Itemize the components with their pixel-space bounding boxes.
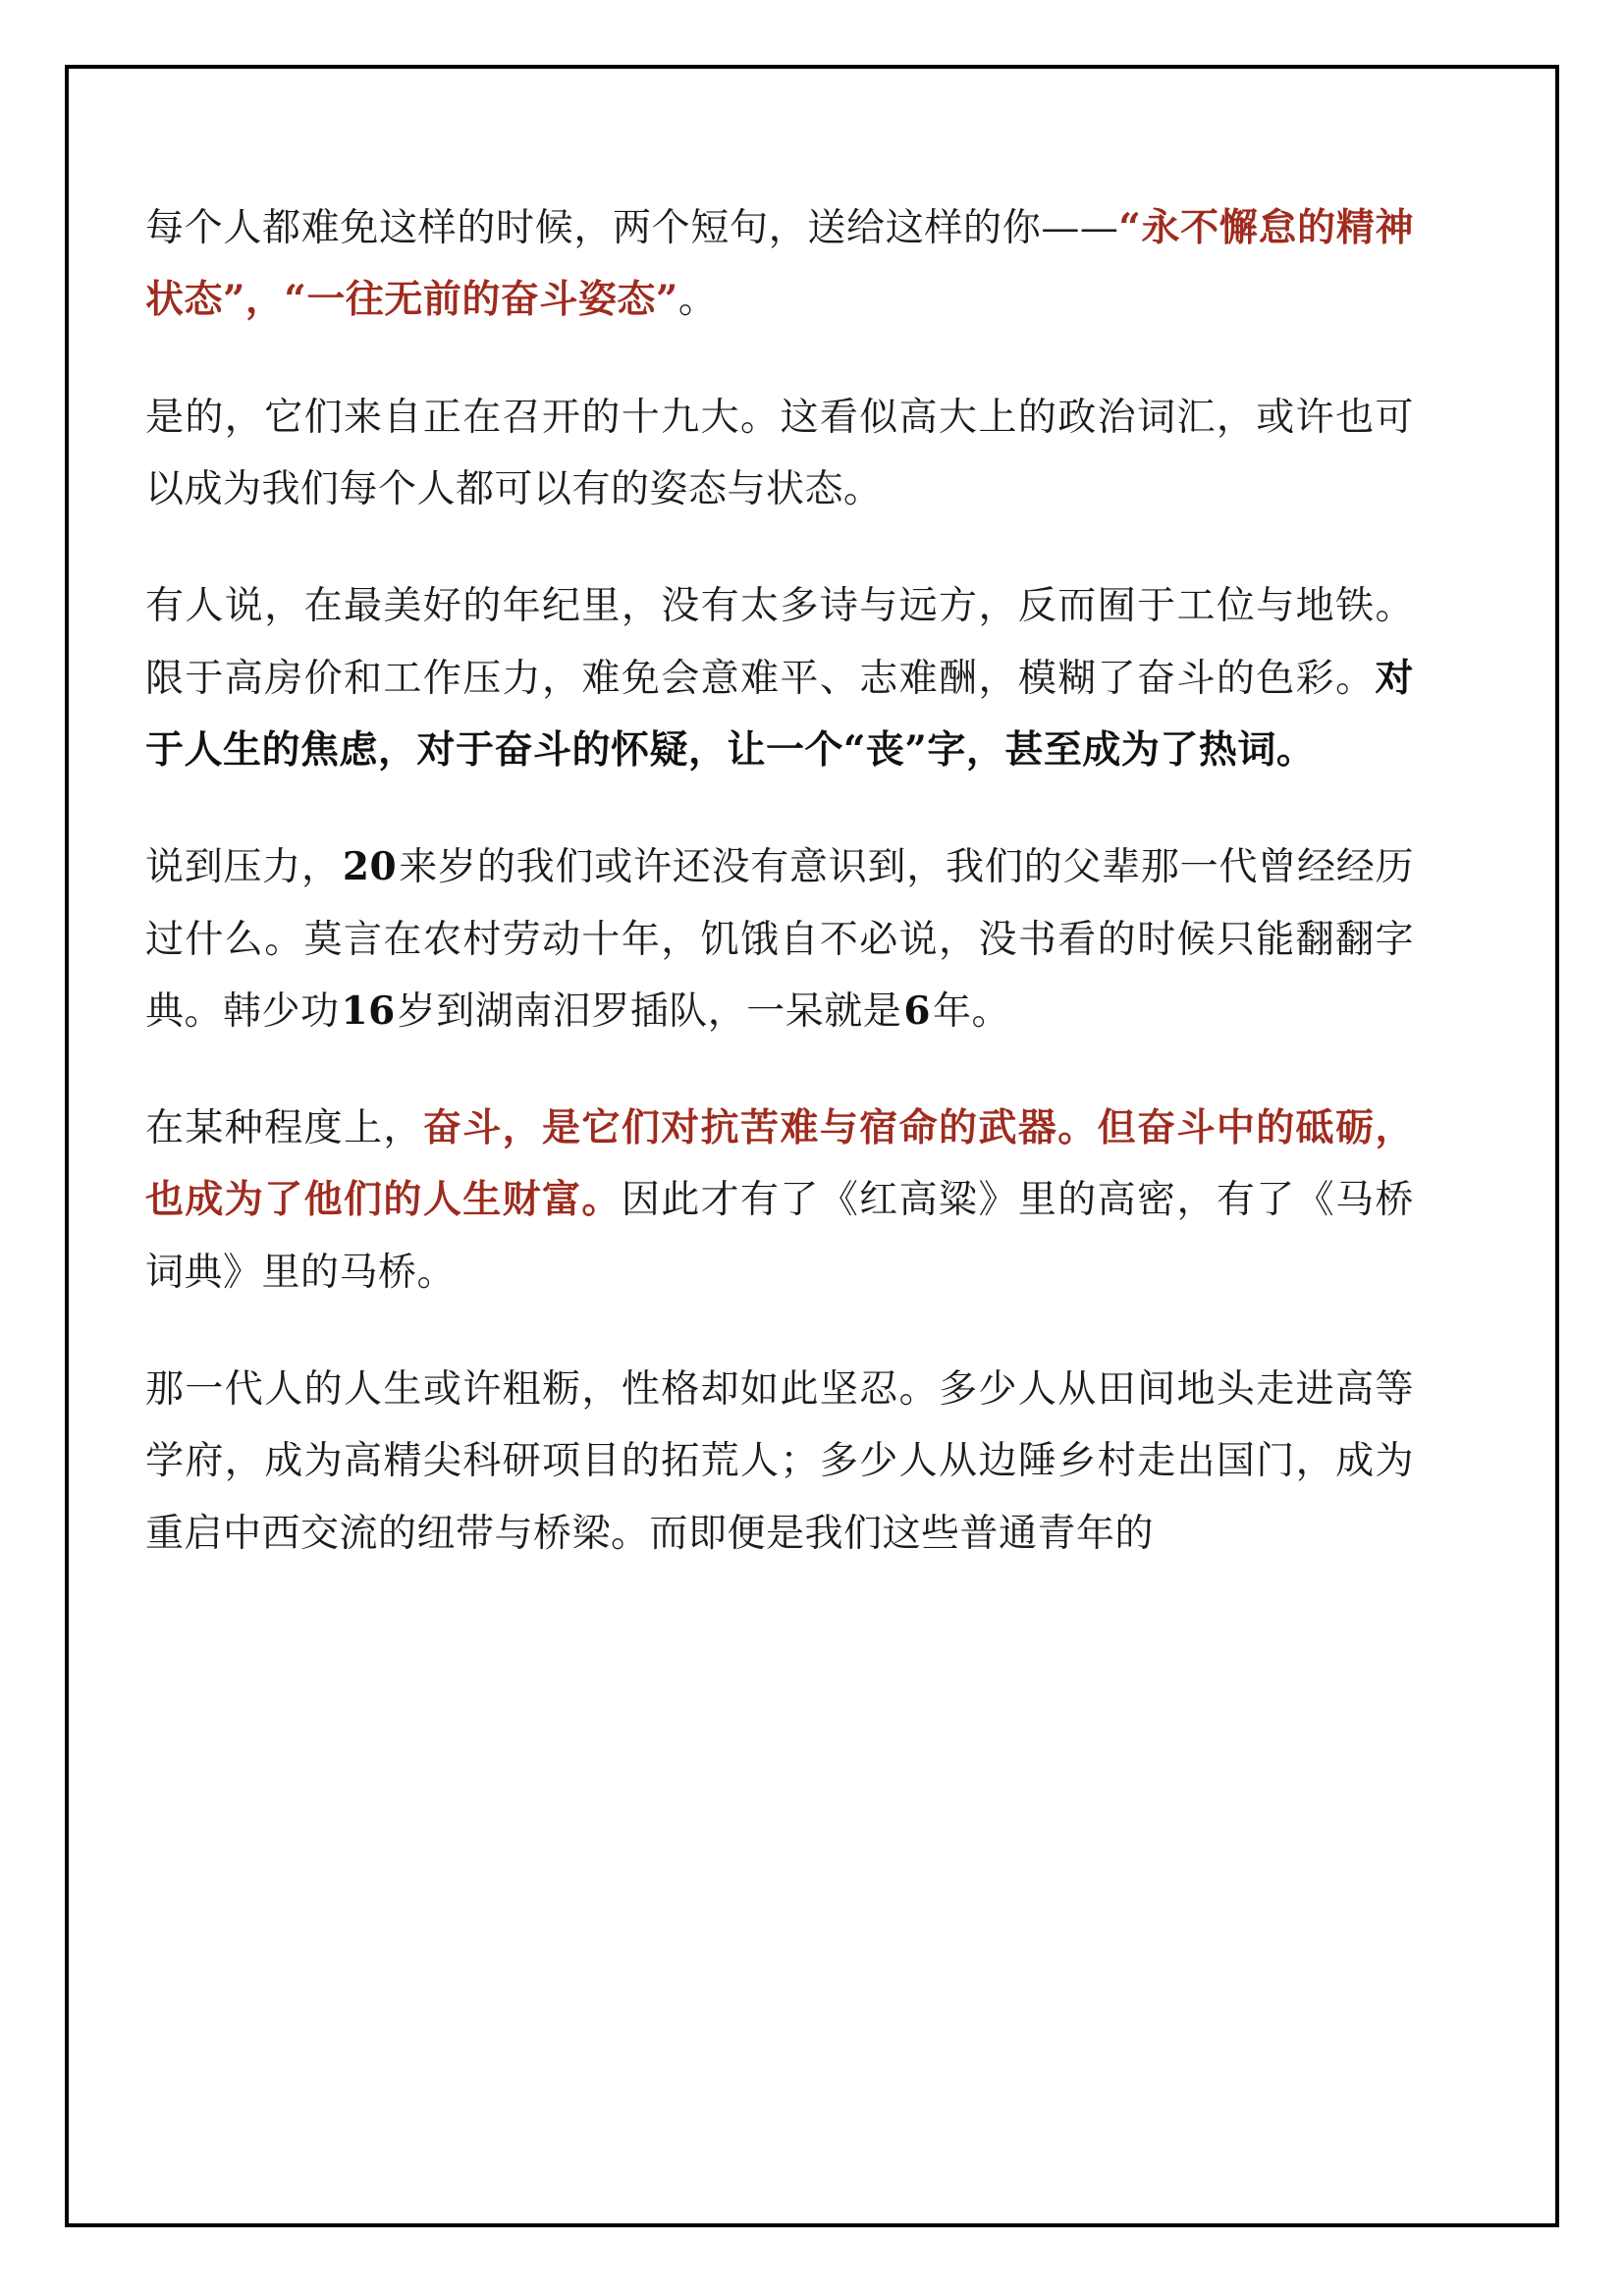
text-run-num-bold: 20	[342, 844, 398, 890]
paragraph-p1	[145, 192, 1414, 337]
text-run-plain: 说到压力，	[145, 845, 341, 890]
text-run-plain: 来岁的我们或许还没有意识到，我们的父辈那一代曾经经历过什么。莫言在农村劳动十年，饥饿自不必说，没书看的时候只能翻翻字典。韩少功	[145, 845, 1414, 1034]
text-run-plain: 年。	[932, 988, 1010, 1034]
text-run-plain: 那一代人的人生或许粗粝，性格却如此坚忍。多少人从田间地头走进高等学府，成为高精尖科研项目的拓荒人；多少人从边陲乡村走出国门，成为重启中西交流的纽带与桥梁。而即便是我们这些普通青年的	[145, 1367, 1414, 1556]
text-run-plain: 是的，它们来自正在召开的十九大。这看似高大上的政治词汇，或许也可以成为我们每个人都可以有的姿态与状态。	[145, 395, 1414, 511]
text-run-plain: 岁到湖南汨罗插队，一呆就是	[397, 988, 902, 1034]
paragraph-p6	[145, 1354, 1414, 1570]
text-run-bold: 对于人生的焦虑，对于奋斗的怀疑，让一个“丧”字，甚至成为了热词。	[145, 655, 1414, 773]
text-run-plain: 因此才有了《红高粱》里的高密，有了《马桥词典》里的马桥。	[145, 1178, 1414, 1295]
document-body	[145, 192, 1414, 1570]
text-run-num-bold: 6	[903, 988, 931, 1034]
text-run-plain: 有人说，在最美好的年纪里，没有太多诗与远方，反而囿于工位与地铁。限于高房价和工作压力，难免会意难平、志难酬，模糊了奋斗的色彩。	[145, 584, 1414, 701]
text-run-num-bold: 16	[341, 988, 396, 1034]
text-run-red-bold: “永不懈怠的精神状态”，“一往无前的奋斗姿态”	[145, 205, 1414, 323]
text-run-red-bold: 奋斗，是它们对抗苦难与宿命的武器。但奋斗中的砥砺，也成为了他们的人生财富。	[145, 1105, 1414, 1223]
paragraph-p2	[145, 382, 1414, 526]
paragraph-p5	[145, 1093, 1414, 1308]
text-run-plain: 每个人都难免这样的时候，两个短句，送给这样的你——	[145, 206, 1119, 250]
paragraph-p4	[145, 831, 1414, 1047]
text-run-plain: 在某种程度上，	[145, 1106, 423, 1151]
paragraph-p3	[145, 570, 1414, 786]
text-run-plain: 。	[677, 278, 718, 323]
